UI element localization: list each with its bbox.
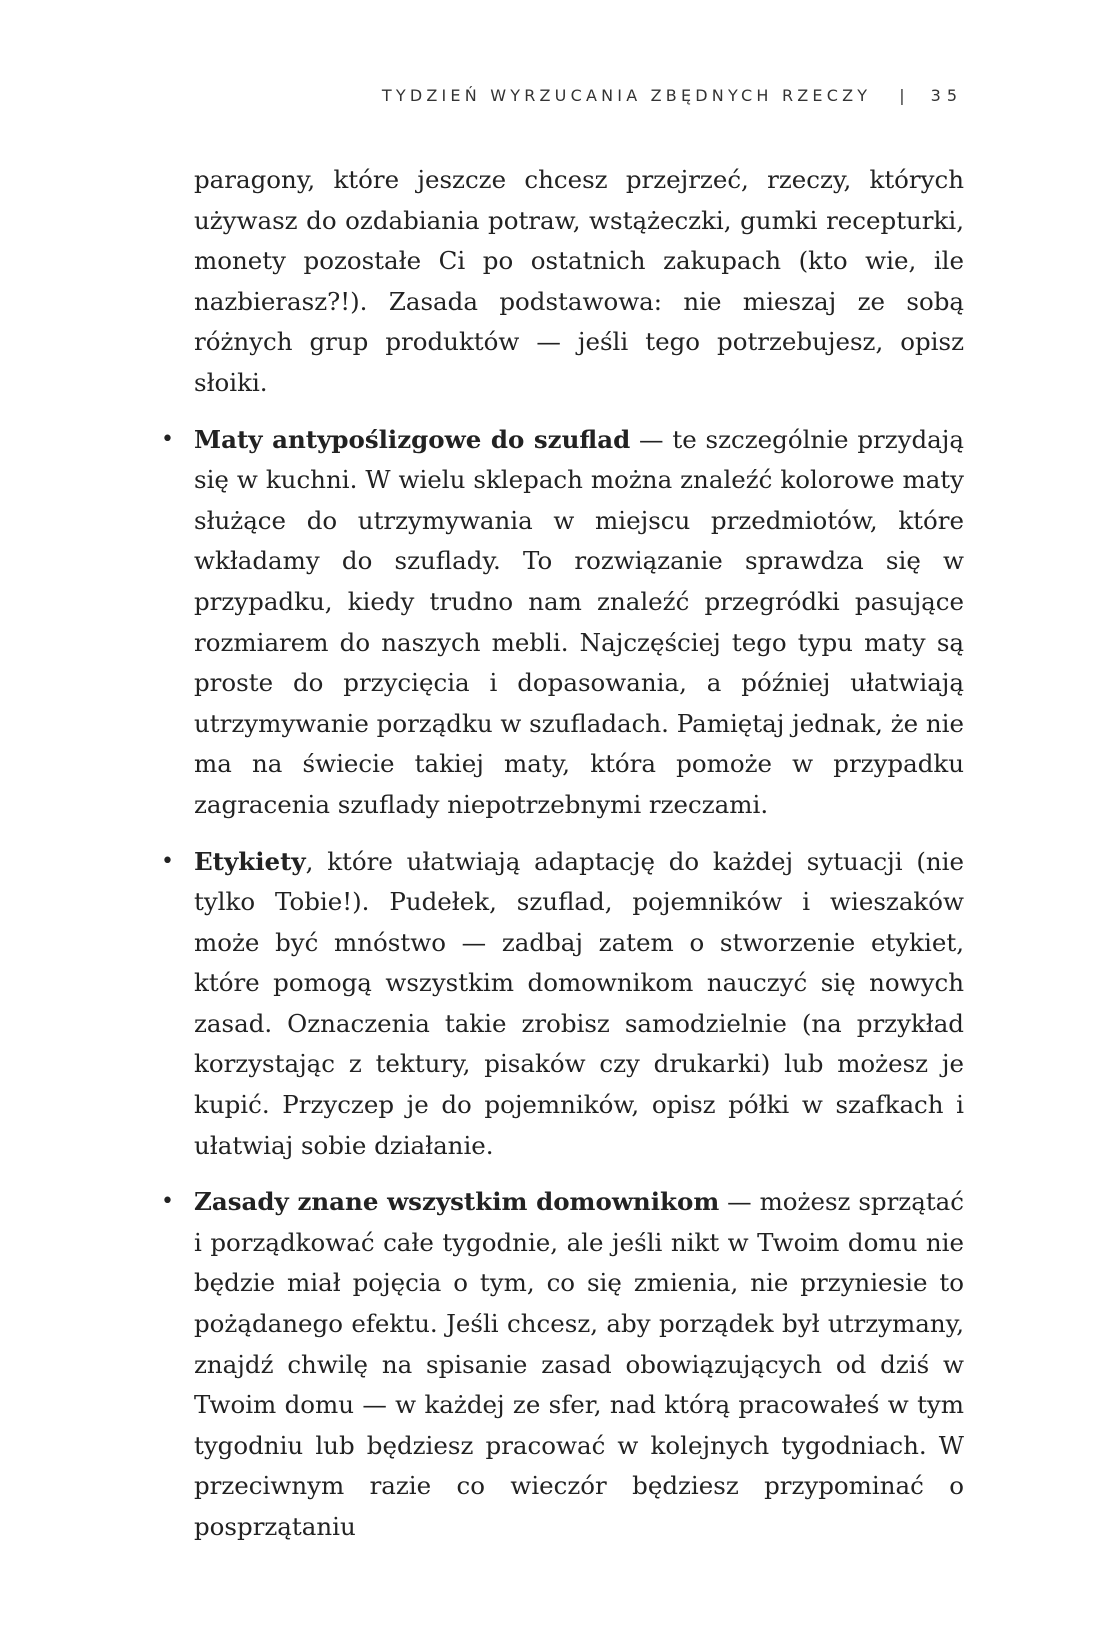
list-item-text: — te szczególnie przydają się w kuchni. W wielu sklepach można znaleźć kolorowe maty służące do utrzymywania w miejscu przedmiotów, które wkładamy do szuflady. To rozwiązanie sprawdza się w przypadku, kiedy trudno nam znaleźć przegródki pasujące rozmiarem do naszych mebli. Najczęściej tego typu maty są proste do przycięcia i dopasowania, a później ułatwiają utrzymywanie porządku w szufladach. Pamiętaj jednak, że nie ma na świecie takiej maty, która pomoże w przypadku zagracenia szuflady niepotrzebnymi rzeczami.: [194, 424, 965, 819]
running-header: [382, 86, 963, 105]
list-item-text: , które ułatwiają adaptację do każdej sytuacji (nie tylko Tobie!). Pudełek, szuflad, pojemników i wieszaków może być mnóstwo — zadbaj zatem o stworzenie etykiet, które pomogą wszystkim domownikom nauczyć się nowych zasad. Oznaczenia takie zrobisz samodzielnie (na przykład korzystając z tektury, pisaków czy drukarki) lub możesz je kupić. Przyczep je do pojemników, opisz półki w szafkach i ułatwiaj sobie działanie.: [194, 846, 964, 1160]
intro-paragraph: paragony, które jeszcze chcesz przejrzeć, rzeczy, których używasz do ozdabiania potraw, wstążeczki, gumki recepturki, monety pozostałe Ci po ostatnich zakupach (kto wie, ile nazbierasz?!). Zasada podstawowa: nie mieszaj ze sobą różnych grup produktów — jeśli tego potrzebujesz, opisz słoiki.: [194, 165, 964, 397]
list-item-text: — możesz sprzątać i porządkować całe tygodnie, ale jeśli nikt w Twoim domu nie będzie miał pojęcia o tym, co się zmienia, nie przyniesie to pożądanego efektu. Jeśli chcesz, aby porządek był utrzymany, znajdź chwilę na spisanie zasad obowiązujących od dziś w Twoim domu — w każdej ze sfer, nad którą pracowałeś w tym tygodniu lub będziesz pracować w kolejnych tygodniach. W przeciwnym razie co wieczór będziesz przypominać o posprzątaniu: [194, 1187, 964, 1541]
list-item-term: Maty antypoślizgowe do szuflad: [194, 424, 631, 454]
header-separator: |: [899, 86, 905, 105]
bullet-icon: •: [161, 426, 174, 452]
list-item-labels: [161, 842, 964, 1167]
bullet-icon: •: [161, 1189, 174, 1215]
bullet-list: [161, 420, 965, 1548]
page-number: 35: [930, 86, 963, 105]
list-item-anti-slip-mats: [161, 420, 965, 826]
body-text: [161, 160, 965, 1548]
list-item-term: Zasady znane wszystkim domownikom: [194, 1187, 720, 1217]
list-item-term: Etykiety: [194, 846, 306, 876]
running-title: TYDZIEŃ WYRZUCANIA ZBĘDNYCH RZECZY: [381, 86, 872, 105]
bullet-icon: •: [161, 848, 174, 874]
list-item-household-rules: [161, 1182, 964, 1547]
